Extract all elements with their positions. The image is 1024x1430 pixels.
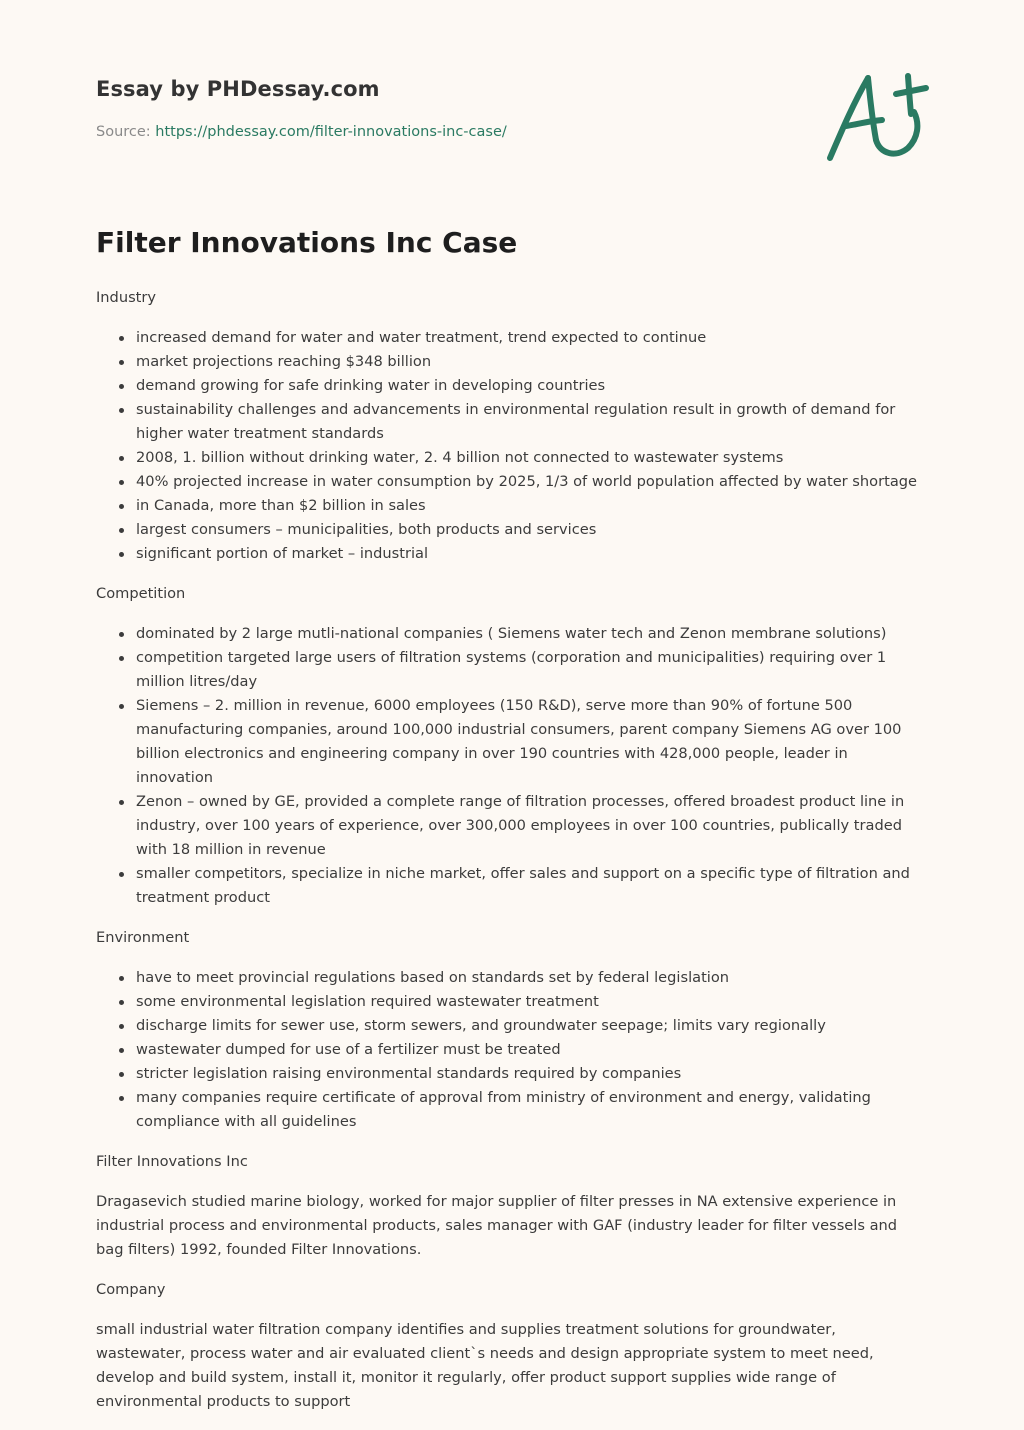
list-item: many companies require certificate of approval from ministry of environment and energy, validating compliance with all guidelines (136, 1086, 928, 1134)
list-item: Zenon – owned by GE, provided a complete range of filtration processes, offered broadest product line in industry, over 100 years of experience, over 300,000 employees in over 100 countries, publically traded with 18 million in revenue (136, 790, 928, 862)
list-item: 40% projected increase in water consumption by 2025, 1/3 of world population affected by water shortage (136, 470, 928, 494)
bullet-list (96, 326, 928, 566)
list-item: 2008, 1. billion without drinking water, 2. 4 billion not connected to wastewater systems (136, 446, 928, 470)
section-filter-innovations-inc (96, 1150, 928, 1262)
list-item: stricter legislation raising environmental standards required by companies (136, 1062, 928, 1086)
document-body (96, 286, 928, 1430)
list-item: have to meet provincial regulations based on standards set by federal legislation (136, 966, 928, 990)
source-link[interactable]: https://phdessay.com/filter-innovations-inc-case/ (155, 124, 507, 140)
document-title: Filter Innovations Inc Case (96, 226, 518, 259)
list-item: in Canada, more than $2 billion in sales (136, 494, 928, 518)
list-item: significant portion of market – industrial (136, 542, 928, 566)
section-label: Industry (96, 289, 157, 306)
list-item: demand growing for safe drinking water in developing countries (136, 374, 928, 398)
section-company (96, 1278, 928, 1414)
section-label: Environment (96, 929, 190, 946)
bullet-list (96, 966, 928, 1134)
section-environment (96, 926, 928, 1134)
section-label: Competition (96, 585, 186, 602)
section-industry (96, 286, 928, 566)
list-item: competition targeted large users of filtration systems (corporation and municipalities) requiring over 1 million litres/day (136, 646, 928, 694)
site-title: Essay by PHDessay.com (96, 77, 380, 101)
list-item: increased demand for water and water treatment, trend expected to continue (136, 326, 928, 350)
list-item: largest consumers – municipalities, both products and services (136, 518, 928, 542)
list-item: smaller competitors, specialize in niche market, offer sales and support on a specific type of filtration and treatment product (136, 862, 928, 910)
source-label: Source: (96, 124, 156, 140)
paragraph: small industrial water filtration company identifies and supplies treatment solutions for groundwater, wastewater, process water and air evaluated client`s needs and design appropriate system to meet need, develop and build system, install it, monitor it regularly, offer product support supplies wide range of environmental products to support (96, 1321, 874, 1410)
list-item: Siemens – 2. million in revenue, 6000 employees (150 R&D), serve more than 90% of fortune 500 manufacturing companies, around 100,000 industrial consumers, parent company Siemens AG over 100 billion electronics and engineering company in over 190 countries with 428,000 people, leader in innovation (136, 694, 928, 790)
list-item: discharge limits for sewer use, storm sewers, and groundwater seepage; limits vary regionally (136, 1014, 928, 1038)
section-label: Filter Innovations Inc (96, 1153, 248, 1170)
section-competition (96, 582, 928, 910)
list-item: market projections reaching $348 billion (136, 350, 928, 374)
list-item: sustainability challenges and advancements in environmental regulation result in growth of demand for higher water treatment standards (136, 398, 928, 446)
list-item: dominated by 2 large mutli-national companies ( Siemens water tech and Zenon membrane solutions) (136, 622, 928, 646)
paragraph: Dragasevich studied marine biology, worked for major supplier of filter presses in NA extensive experience in industrial process and environmental products, sales manager with GAF (industry leader for filter vessels and bag filters) 1992, founded Filter Innovations. (96, 1193, 898, 1258)
list-item: some environmental legislation required wastewater treatment (136, 990, 928, 1014)
source-line (96, 124, 507, 140)
section-label: Company (96, 1281, 166, 1298)
page-header (0, 0, 1024, 259)
list-item: wastewater dumped for use of a fertilizer must be treated (136, 1038, 928, 1062)
a-plus-grade-icon (822, 68, 932, 168)
bullet-list (96, 622, 928, 910)
